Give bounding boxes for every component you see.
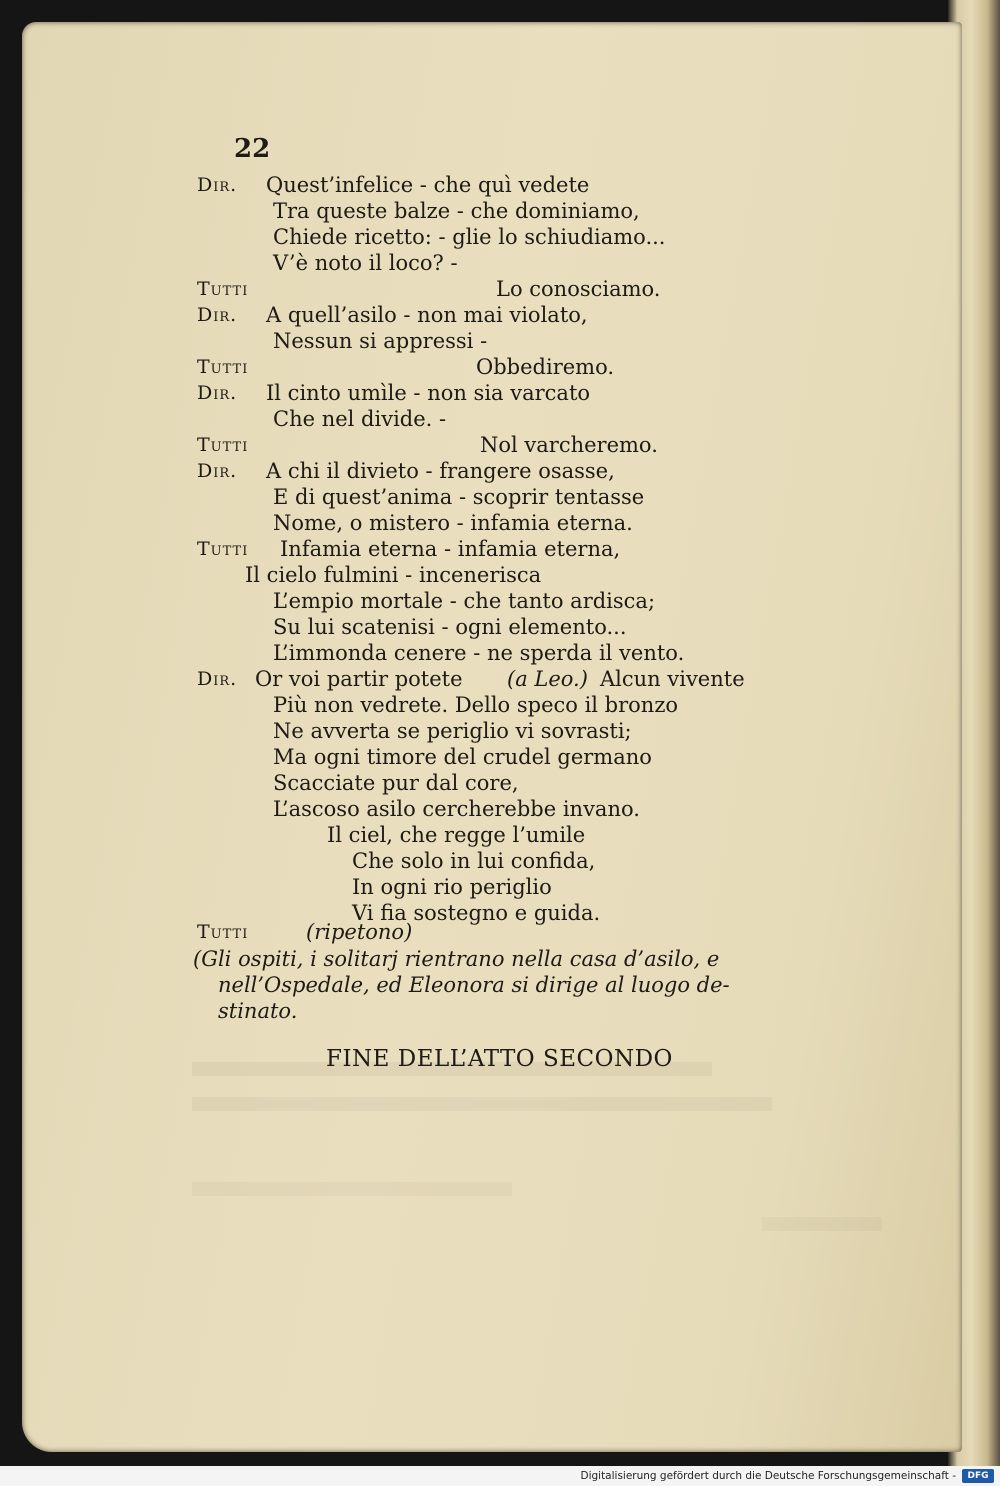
verse-line: Che solo in lui confida, (352, 849, 596, 873)
verse-line: Tra queste balze - che dominiamo, (273, 199, 640, 223)
verse-line: A quell’asilo - non mai violato, (266, 303, 588, 327)
verse-line: L’empio mortale - che tanto ardisca; (273, 589, 656, 613)
verse-line: L’immonda cenere - ne sperda il vento. (273, 641, 685, 665)
verse-line: E di quest’anima - scoprir tentasse (273, 485, 645, 509)
speaker-label: Tutti (197, 278, 249, 300)
show-through (192, 1182, 512, 1196)
stage-direction-line: (Gli ospiti, i solitarj rientrano nella casa d’asilo, e (193, 947, 720, 971)
verse-line: Più non vedrete. Dello speco il bronzo (273, 693, 679, 717)
verse-line: Or voi partir potete (255, 667, 463, 691)
speaker-label: Dir. (197, 304, 238, 326)
speaker-label: Dir. (197, 460, 238, 482)
verse-line: Ne avverta se periglio vi sovrasti; (273, 719, 632, 743)
stage-direction-line: stinato. (218, 999, 298, 1023)
verse-line: Nol varcheremo. (480, 433, 658, 457)
speaker-label: Tutti (197, 921, 249, 943)
verse-line: Ma ogni timore del crudel germano (273, 745, 652, 769)
verse-line: A chi il divieto - frangere osasse, (266, 459, 615, 483)
stage-direction-inline: (a Leo.) (507, 667, 588, 691)
verse-line: Obbediremo. (476, 355, 615, 379)
verse-line: Nessun si appressi - (273, 329, 488, 353)
verse-line: Vi fia sostegno e guida. (352, 901, 601, 925)
digitization-footer (0, 1466, 1000, 1486)
speaker-label: Tutti (197, 538, 249, 560)
verse-line: Che nel divide. - (273, 407, 447, 431)
verse-line: V’è noto il loco? - (273, 251, 458, 275)
verse-line: Infamia eterna - infamia eterna, (280, 537, 621, 561)
show-through (192, 1097, 772, 1111)
verse-line: L’ascoso asilo cercherebbe invano. (273, 797, 640, 821)
act-end-title: FINE DELL’ATTO SECONDO (326, 1046, 673, 1072)
show-through (762, 1217, 882, 1231)
page-number: 22 (234, 134, 271, 164)
speaker-label: Tutti (197, 356, 249, 378)
verse-line: In ogni rio periglio (352, 875, 552, 899)
verse-line: Chiede ricetto: - glie lo schiudiamo... (273, 225, 666, 249)
stage-direction-line: nell’Ospedale, ed Eleonora si dirige al luogo de- (218, 973, 730, 997)
dfg-logo: DFG (962, 1469, 994, 1483)
verse-line: Su lui scatenisi - ogni elemento... (273, 615, 627, 639)
verse-line: Il cinto umìle - non sia varcato (266, 381, 591, 405)
speaker-label: Dir. (197, 668, 238, 690)
verse-line: Quest’infelice - che quì vedete (266, 173, 590, 197)
verse-line: Il ciel, che regge l’umile (327, 823, 586, 847)
verse-line: Alcun vivente (600, 667, 745, 691)
verse-line: Il cielo fulmini - incenerisca (245, 563, 542, 587)
speaker-label: Dir. (197, 174, 238, 196)
footer-credit: Digitalisierung gefördert durch die Deutsche Forschungsgemeinschaft - (580, 1470, 956, 1482)
stage-direction-inline: (ripetono) (306, 920, 413, 944)
verse-line: Nome, o mistero - infamia eterna. (273, 511, 633, 535)
verse-line: Lo conosciamo. (496, 277, 661, 301)
speaker-label: Dir. (197, 382, 238, 404)
speaker-label: Tutti (197, 434, 249, 456)
verse-line: Scacciate pur dal core, (273, 771, 519, 795)
